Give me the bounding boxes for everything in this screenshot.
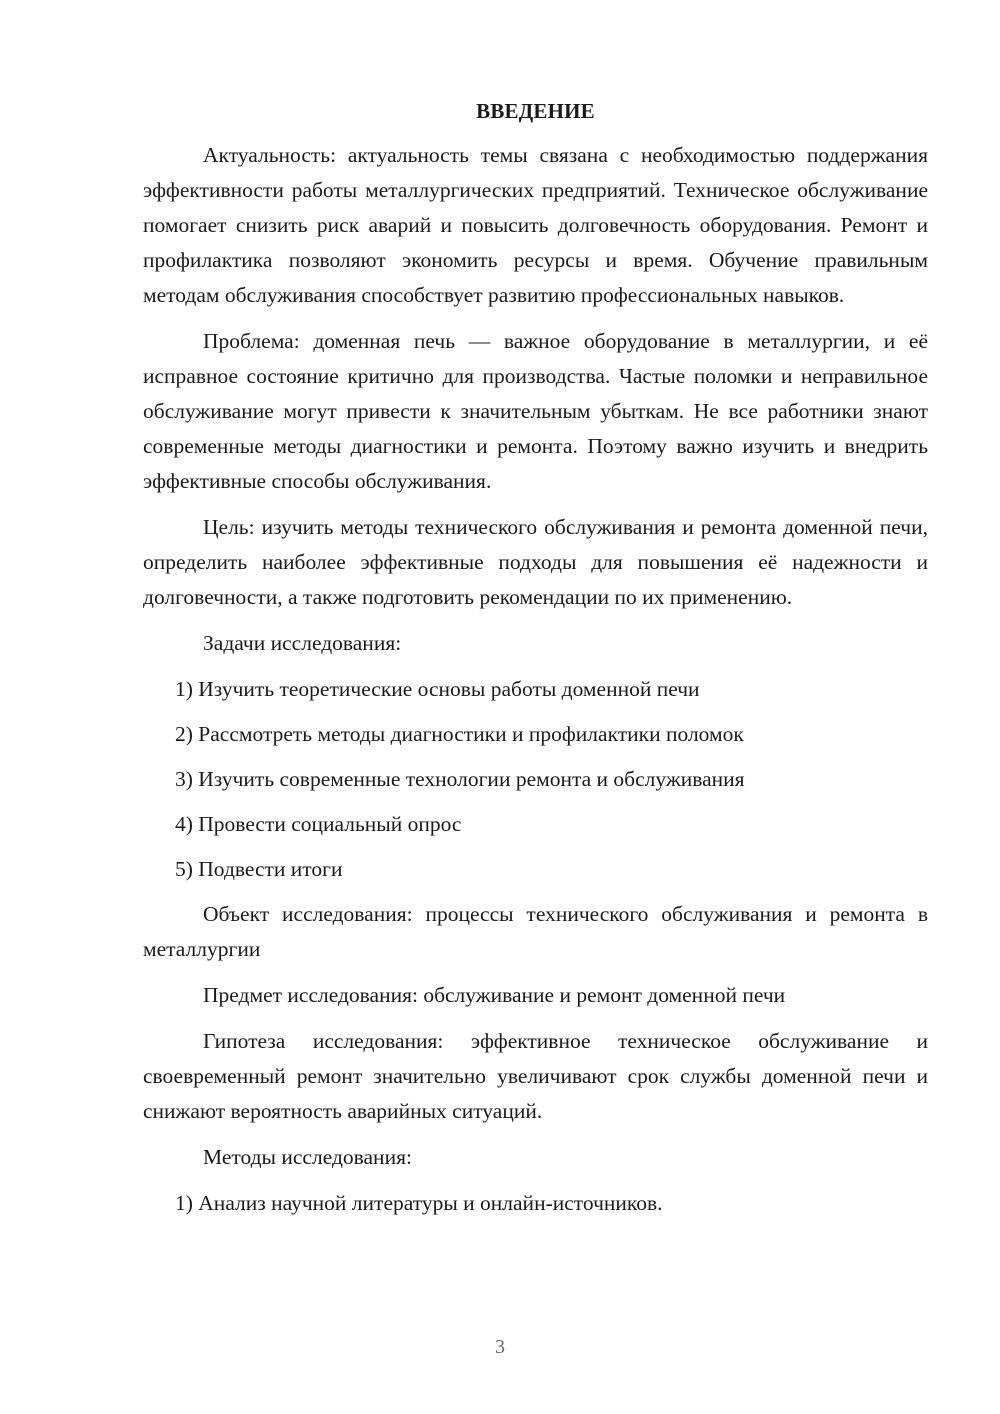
page-content	[143, 96, 928, 1231]
relevance-paragraph: Актуальность: актуальность темы связана с необходимостью поддержания эффективности работы металлургических предприятий. Техническое обслуживание помогает снизить риск аварий и повысить долговечность оборудования. Ремонт и профилактика позволяют экономить ресурсы и время. Обучение правильным методам обслуживания способствует развитию профессиональных навыков.	[143, 143, 928, 307]
methods-list	[143, 1186, 928, 1221]
goal-paragraph: Цель: изучить методы технического обслуживания и ремонта доменной печи, определить наиболее эффективные подходы для повышения её надежности и долговечности, а также подготовить рекомендации по их применению.	[143, 515, 928, 609]
tasks-list	[143, 672, 928, 887]
list-item: 3) Изучить современные технологии ремонта и обслуживания	[175, 767, 745, 791]
problem-paragraph: Проблема: доменная печь — важное оборудование в металлургии, и её исправное состояние критично для производства. Частые поломки и неправильное обслуживание могут привести к значительным убыткам. Не все работники знают современные методы диагностики и ремонта. Поэтому важно изучить и внедрить эффективные способы обслуживания.	[143, 329, 928, 493]
hypothesis-paragraph: Гипотеза исследования: эффективное техническое обслуживание и своевременный ремонт значительно увеличивают срок службы доменной печи и снижают вероятность аварийных ситуаций.	[143, 1029, 928, 1123]
page-title: ВВЕДЕНИЕ	[476, 99, 595, 123]
list-item: 4) Провести социальный опрос	[175, 812, 462, 836]
list-item: 1) Изучить теоретические основы работы доменной печи	[175, 677, 700, 701]
tasks-heading: Задачи исследования:	[203, 631, 402, 655]
page-number: 3	[495, 1336, 505, 1358]
list-item: 1) Анализ научной литературы и онлайн-источников.	[175, 1191, 663, 1215]
list-item: 5) Подвести итоги	[175, 857, 343, 881]
subject-paragraph: Предмет исследования: обслуживание и ремонт доменной печи	[203, 983, 786, 1007]
methods-heading: Методы исследования:	[203, 1145, 412, 1169]
list-item: 2) Рассмотреть методы диагностики и профилактики поломок	[175, 722, 744, 746]
object-paragraph: Объект исследования: процессы технического обслуживания и ремонта в металлургии	[143, 902, 928, 961]
